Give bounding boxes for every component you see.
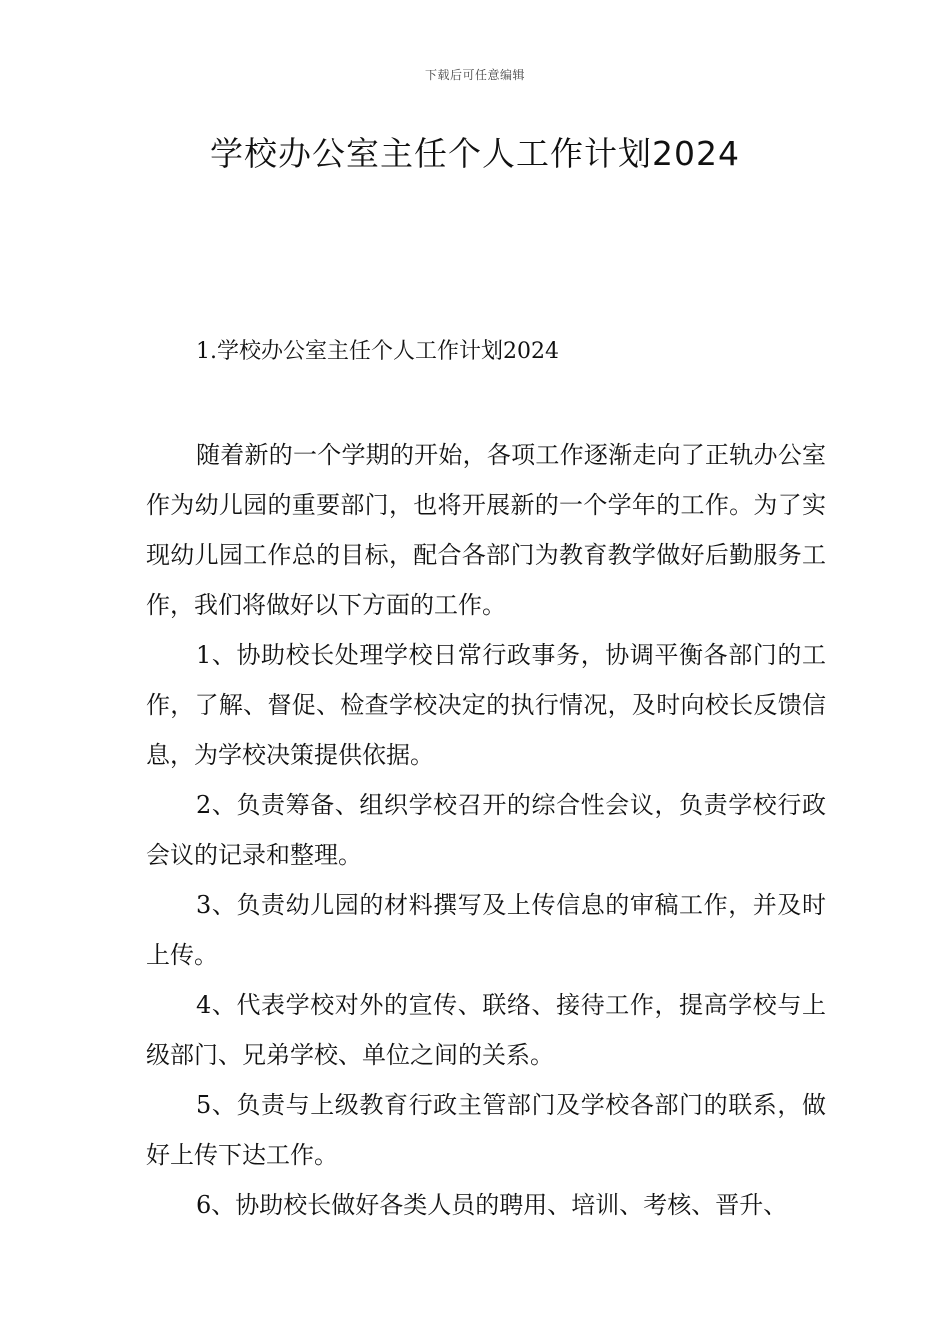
paragraph-item-6: 6、协助校长做好各类人员的聘用、培训、考核、晋升、 (196, 1191, 788, 1219)
paragraph-item-3: 3、负责幼儿园的材料撰写及上传信息的审稿工作，并及时上传。 (146, 891, 826, 969)
paragraph-item-5: 5、负责与上级教育行政主管部门及学校各部门的联系，做好上传下达工作。 (146, 1091, 826, 1169)
section-heading: 1.学校办公室主任个人工作计划2024 (196, 339, 559, 364)
paragraph-item-4: 4、代表学校对外的宣传、联络、接待工作，提高学校与上级部门、兄弟学校、单位之间的关系。 (146, 991, 826, 1069)
document-body (146, 430, 826, 1230)
paragraph-item-1: 1、协助校长处理学校日常行政事务，协调平衡各部门的工作，了解、督促、检查学校决定的执行情况，及时向校长反馈信息，为学校决策提供依据。 (146, 641, 826, 769)
document-title: 学校办公室主任个人工作计划2024 (210, 134, 740, 173)
header-note: 下载后可任意编辑 (424, 68, 525, 82)
paragraph-item-2: 2、负责筹备、组织学校召开的综合性会议，负责学校行政会议的记录和整理。 (146, 791, 826, 869)
paragraph-intro: 随着新的一个学期的开始，各项工作逐渐走向了正轨办公室作为幼儿园的重要部门，也将开展新的一个学年的工作。为了实现幼儿园工作总的目标，配合各部门为教育教学做好后勤服务工作，我们将做好以下方面的工作。 (146, 441, 826, 619)
